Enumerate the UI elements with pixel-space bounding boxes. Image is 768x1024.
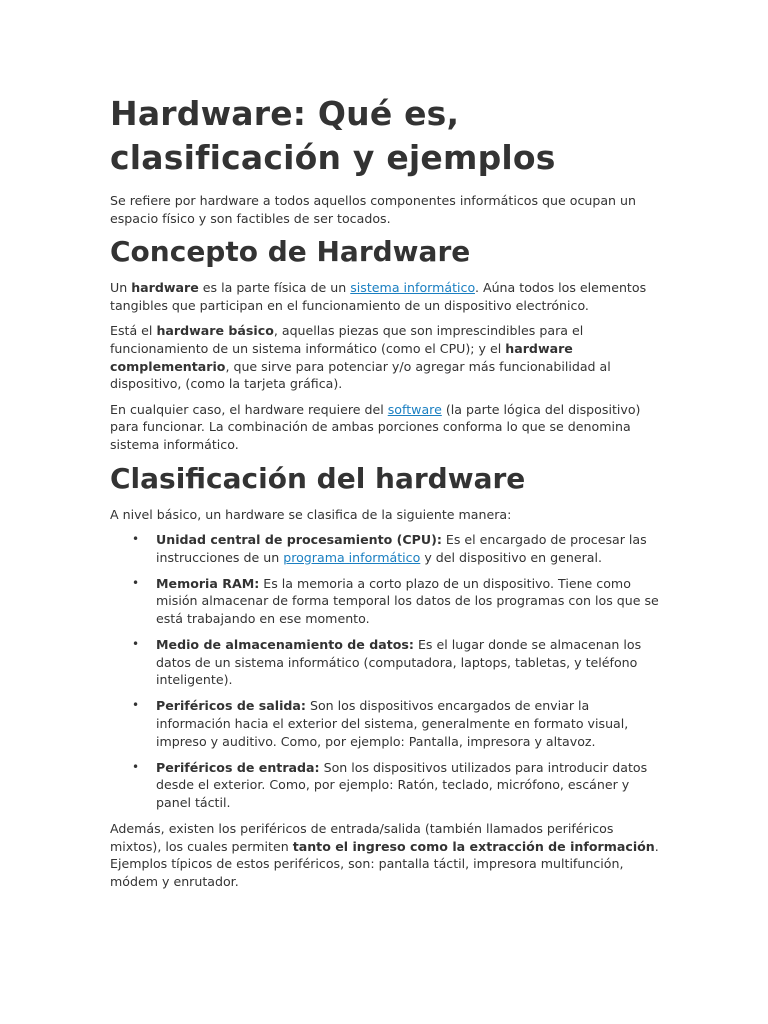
heading-clasificacion: Clasificación del hardware: [110, 461, 526, 495]
list-item-term: Medio de almacenamiento de datos:: [156, 637, 414, 653]
list-item-text: y del dispositivo en general.: [420, 549, 603, 565]
link-software[interactable]: software: [387, 401, 442, 417]
text: (la parte lógica del dispositivo) para funcionar. La combinación de ambas porciones conforma lo que se denomina sistema informático.: [110, 401, 641, 452]
text: Además, existen los periféricos de entrada/salida (también llamados periféricos mixtos), los cuales permiten: [110, 820, 614, 854]
document-page: [110, 92, 662, 898]
text: . Ejemplos típicos de estos periféricos, son: pantalla táctil, impresora multifunción, módem y enrutador.: [110, 838, 659, 889]
concepto-paragraph-3: [110, 401, 662, 454]
clasificacion-lead: A nivel básico, un hardware se clasifica de la siguiente manera:: [110, 506, 512, 522]
bold-text: hardware básico: [156, 323, 274, 339]
text: En cualquier caso, el hardware requiere del: [110, 401, 388, 417]
concepto-paragraph-1: [110, 279, 662, 314]
closing-paragraph: [110, 820, 662, 890]
bold-text: tanto el ingreso como la extracción de información: [292, 838, 655, 854]
list-item-term: Periféricos de salida:: [156, 698, 306, 714]
list-item: [110, 697, 662, 750]
bullet-icon: •: [132, 575, 140, 590]
list-item-text: Son los dispositivos encargados de enviar la información hacia el exterior del sistema, generalmente en formato visual, impreso y auditivo. Como, por ejemplo: Pantalla, impresora y altavoz.: [156, 698, 629, 749]
list-item-text: Es la memoria a corto plazo de un dispositivo. Tiene como misión almacenar de forma temporal los datos de los programas con los que se está trabajando en ese momento.: [156, 575, 659, 626]
list-item: [110, 531, 662, 566]
intro-paragraph: Se refiere por hardware a todos aquellos componentes informáticos que ocupan un espacio físico y son factibles de ser tocados.: [110, 193, 637, 226]
bold-text: hardware: [131, 280, 199, 296]
heading-concepto: Concepto de Hardware: [110, 235, 471, 269]
bullet-icon: •: [132, 759, 140, 774]
concepto-paragraph-2: [110, 322, 662, 392]
list-item-text: Son los dispositivos utilizados para introducir datos desde el exterior. Como, por ejemplo: Ratón, teclado, micrófono, escáner y panel táctil.: [156, 759, 648, 810]
list-item-term: Unidad central de procesamiento (CPU):: [156, 532, 442, 548]
link-programa-informatico[interactable]: programa informático: [283, 549, 421, 565]
page-title: Hardware: Qué es, clasificación y ejemplos: [110, 94, 556, 177]
link-sistema-informatico[interactable]: sistema informático: [350, 280, 475, 296]
text: , aquellas piezas que son imprescindibles para el funcionamiento de un sistema informático (como el CPU); y el: [110, 323, 584, 356]
list-item-term: Memoria RAM:: [156, 575, 260, 591]
bullet-icon: •: [132, 532, 140, 547]
bullet-icon: •: [132, 637, 140, 652]
list-item-text: Es el encargado de procesar las instrucciones de un: [156, 532, 647, 565]
list-item: [110, 575, 662, 628]
hardware-classification-list: [110, 531, 662, 811]
bullet-icon: •: [132, 698, 140, 713]
list-item-term: Periféricos de entrada:: [156, 759, 320, 775]
list-item: [110, 636, 662, 689]
text: . Aúna todos los elementos tangibles que participan en el funcionamiento de un dispositivo electrónico.: [110, 280, 647, 313]
list-item-text: Es el lugar donde se almacenan los datos de un sistema informático (computadora, laptops, tabletas, y teléfono inteligente).: [156, 637, 642, 688]
text: es la parte física de un: [198, 280, 351, 296]
text: , que sirve para potenciar y/o agregar más funcionabilidad al dispositivo, (como la tarjeta gráfica).: [110, 358, 611, 392]
text: Está el: [110, 323, 157, 339]
bold-text: hardware complementario: [110, 340, 573, 374]
list-item: [110, 759, 662, 812]
text: Un: [110, 280, 132, 296]
